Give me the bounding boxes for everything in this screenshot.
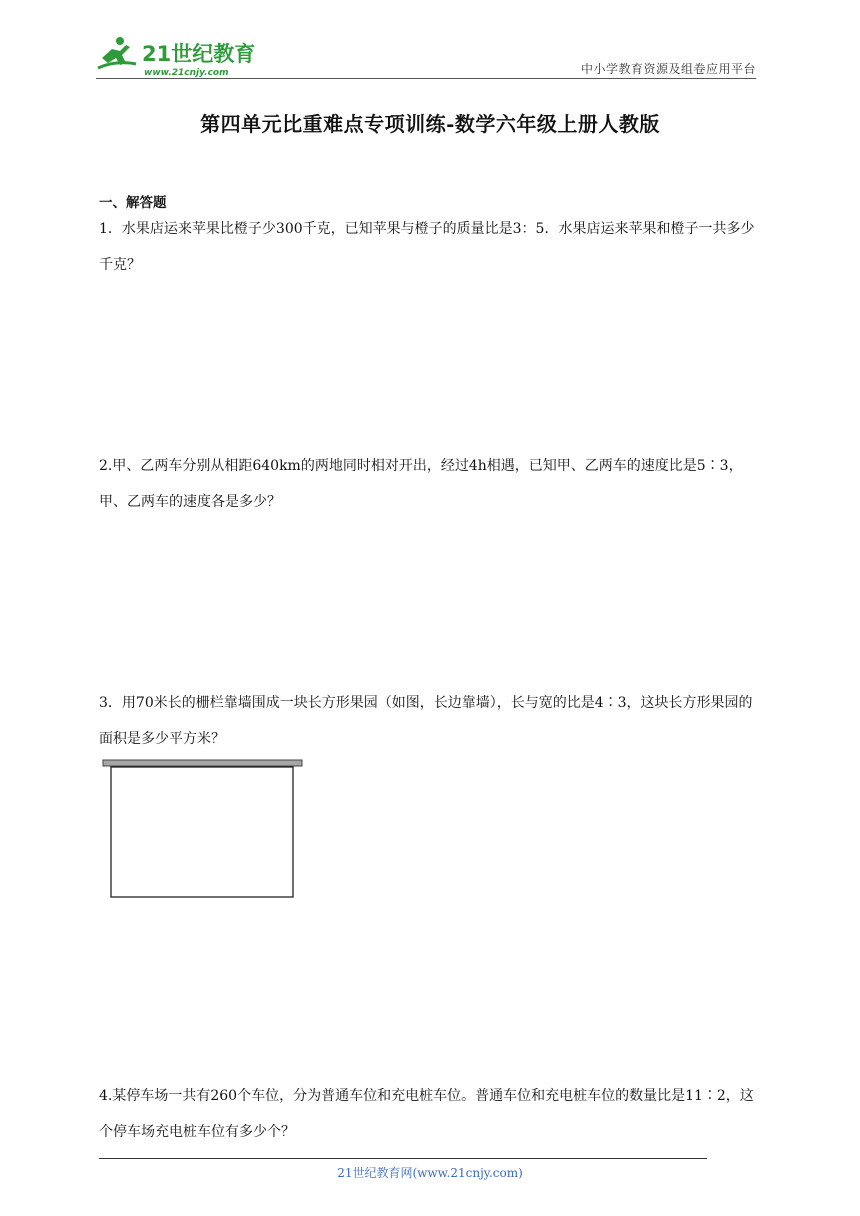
header-divider (96, 78, 756, 79)
question-3: 3．用70米长的栅栏靠墙围成一块长方形果园（如图，长边靠墙），长与宽的比是4∶3，这块长方形果园的面积是多少平方米？ (99, 695, 753, 747)
runner-logo-icon (96, 34, 261, 80)
wall-bar (103, 760, 302, 766)
footer-text: 21世纪教育网(www.21cnjy.com) (337, 1166, 523, 1180)
question-4: 4.某停车场一共有260个车位，分为普通车位和充电桩车位。普通车位和充电桩车位的数量比是11∶2，这个停车场充电桩车位有多少个？ (99, 1088, 754, 1140)
page-title: 第四单元比重难点专项训练-数学六年级上册人教版 (200, 112, 660, 136)
question-1: 1．水果店运来苹果比橙子少300千克，已知苹果与橙子的质量比是3：5．水果店运来苹果和橙子一共多少千克？ (99, 221, 755, 273)
platform-label: 中小学教育资源及组卷应用平台 (580, 62, 756, 76)
site-logo (96, 34, 261, 80)
footer-divider (99, 1158, 707, 1159)
question-2: 2.甲、乙两车分别从相距640km的两地同时相对开出，经过4h相遇，已知甲、乙两车的速度比是5∶3，甲、乙两车的速度各是多少？ (99, 458, 743, 510)
orchard-diagram (102, 759, 304, 901)
orchard-rectangle (111, 767, 293, 897)
logo-text: 21世纪教育 (142, 42, 256, 66)
logo-url: www.21cnjy.com (144, 68, 229, 78)
section-heading: 一、解答题 (99, 195, 167, 211)
